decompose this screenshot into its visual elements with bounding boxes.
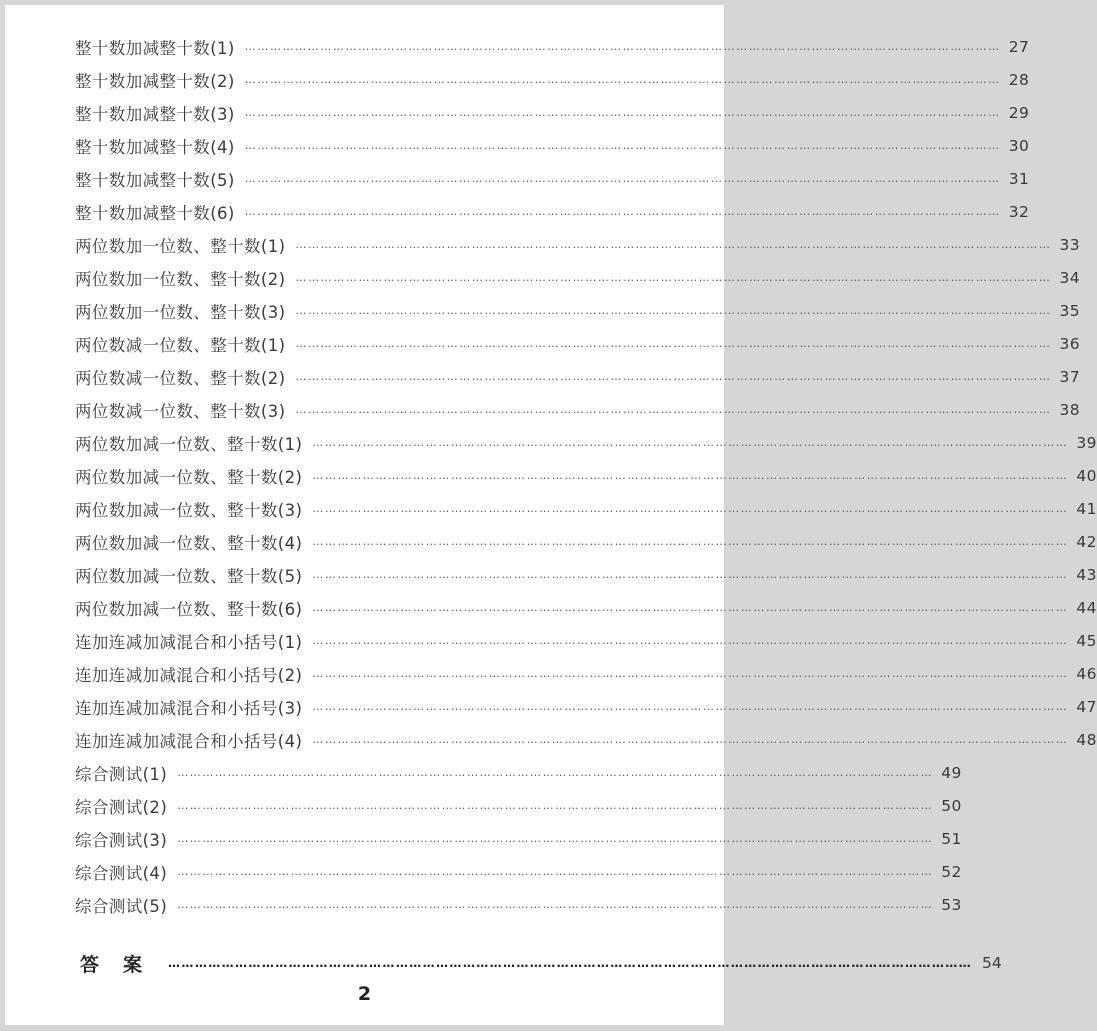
toc-entry-page: 35 [1059, 301, 1081, 320]
toc-entry-page: 31 [1008, 169, 1030, 188]
toc-entry[interactable] [75, 624, 1097, 657]
answers-page: 54 [982, 954, 1002, 972]
toc-entry-page: 38 [1059, 400, 1081, 419]
toc-leader-dots: ……………………………………………………………………………………………………………………………………………………………… [312, 700, 1069, 713]
toc-entry[interactable] [75, 591, 1097, 624]
toc-leader-dots: ……………………………………………………………………………………………………………………………………………………………… [295, 370, 1052, 383]
toc-entry-page: 43 [1076, 565, 1097, 584]
toc-entry-title: 整十数加减整十数(3) [75, 104, 235, 124]
toc-entry-page: 29 [1008, 103, 1030, 122]
answers-title: 答案 [80, 953, 167, 976]
toc-entry-title: 综合测试(2) [75, 797, 168, 817]
page-number: 2 [357, 983, 372, 1005]
toc-leader-dots: ……………………………………………………………………………………………………………………………………………………………… [295, 403, 1052, 416]
toc-entry-title: 连加连减加减混合和小括号(4) [75, 731, 303, 751]
toc-entry-page: 39 [1076, 433, 1097, 452]
toc-entry-title: 综合测试(3) [75, 830, 168, 850]
toc-entry[interactable] [75, 723, 1097, 756]
toc-entry[interactable] [75, 789, 962, 822]
toc-entry-title: 两位数加一位数、整十数(1) [75, 236, 286, 256]
toc-leader-dots: ……………………………………………………………………………………………………………………………………………………………… [168, 956, 973, 970]
toc-entry-title: 整十数加减整十数(4) [75, 137, 235, 157]
toc-entry[interactable] [75, 756, 962, 789]
toc-entry[interactable] [75, 492, 1097, 525]
toc-entry[interactable] [75, 261, 1081, 294]
toc-leader-dots: ……………………………………………………………………………………………………………………………………………………………… [295, 337, 1052, 350]
toc-entry-title: 两位数加减一位数、整十数(3) [75, 500, 303, 520]
toc-entry[interactable] [75, 690, 1097, 723]
toc-entry-page: 41 [1076, 499, 1097, 518]
toc-entry[interactable] [75, 822, 962, 855]
toc-entry[interactable] [75, 459, 1097, 492]
toc-entry-answers[interactable] [80, 945, 1002, 981]
toc-leader-dots: ……………………………………………………………………………………………………………………………………………………………… [177, 766, 934, 779]
toc-entry[interactable] [75, 558, 1097, 591]
toc-entry-title: 整十数加减整十数(6) [75, 203, 235, 223]
toc-entry-title: 两位数加一位数、整十数(3) [75, 302, 286, 322]
document-page [5, 5, 1097, 1025]
toc-entry-page: 49 [941, 763, 962, 782]
toc-leader-dots: ……………………………………………………………………………………………………………………………………………………………… [177, 832, 934, 845]
toc-entry-page: 42 [1076, 532, 1097, 551]
toc-leader-dots: ……………………………………………………………………………………………………………………………………………………………… [312, 733, 1069, 746]
toc-entry-title: 整十数加减整十数(1) [75, 38, 235, 58]
toc-entry-title: 连加连减加减混合和小括号(2) [75, 665, 303, 685]
toc-leader-dots: ……………………………………………………………………………………………………………………………………………………………… [177, 898, 934, 911]
toc-entry-page: 33 [1059, 235, 1081, 254]
toc-entry[interactable] [75, 228, 1081, 261]
toc-leader-dots: ……………………………………………………………………………………………………………………………………………………………… [244, 139, 1001, 152]
toc-entry-page: 46 [1076, 664, 1097, 683]
toc-entry-page: 52 [941, 862, 962, 881]
toc-entry-page: 32 [1008, 202, 1030, 221]
toc-leader-dots: ……………………………………………………………………………………………………………………………………………………………… [312, 601, 1069, 614]
toc-entry-page: 36 [1059, 334, 1081, 353]
toc-entry[interactable] [75, 162, 1030, 195]
toc-entry[interactable] [75, 327, 1081, 360]
toc-leader-dots: ……………………………………………………………………………………………………………………………………………………………… [244, 106, 1001, 119]
toc-entry-page: 34 [1059, 268, 1081, 287]
toc-entry-title: 两位数加减一位数、整十数(4) [75, 533, 303, 553]
toc-leader-dots: ……………………………………………………………………………………………………………………………………………………………… [295, 238, 1052, 251]
toc-entry-page: 51 [941, 829, 962, 848]
toc-leader-dots: ……………………………………………………………………………………………………………………………………………………………… [244, 205, 1001, 218]
toc-entry[interactable] [75, 96, 1030, 129]
toc-entry-title: 两位数加减一位数、整十数(1) [75, 434, 303, 454]
toc-entry[interactable] [75, 393, 1081, 426]
toc-entry-title: 两位数减一位数、整十数(3) [75, 401, 286, 421]
toc-entry-page: 40 [1076, 466, 1097, 485]
toc-entry[interactable] [75, 888, 962, 921]
toc-entry[interactable] [75, 525, 1097, 558]
toc-entry-page: 37 [1059, 367, 1081, 386]
toc-leader-dots: ……………………………………………………………………………………………………………………………………………………………… [244, 172, 1001, 185]
toc-entry-title: 综合测试(5) [75, 896, 168, 916]
toc-entry-page: 47 [1076, 697, 1097, 716]
toc-entry-page: 53 [941, 895, 962, 914]
toc-entry-page: 48 [1076, 730, 1097, 749]
toc-entry-page: 44 [1076, 598, 1097, 617]
toc-entry[interactable] [75, 195, 1030, 228]
toc-entry-page: 50 [941, 796, 962, 815]
toc-entry[interactable] [75, 129, 1030, 162]
toc-leader-dots: ……………………………………………………………………………………………………………………………………………………………… [177, 865, 934, 878]
toc-leader-dots: ……………………………………………………………………………………………………………………………………………………………… [312, 502, 1069, 515]
toc-entry-page: 28 [1008, 70, 1030, 89]
toc-entry[interactable] [75, 657, 1097, 690]
toc-entry-title: 两位数加减一位数、整十数(5) [75, 566, 303, 586]
toc-entry[interactable] [75, 360, 1081, 393]
toc-entry-title: 两位数加一位数、整十数(2) [75, 269, 286, 289]
toc-entry[interactable] [75, 30, 1030, 63]
toc-leader-dots: ……………………………………………………………………………………………………………………………………………………………… [312, 436, 1069, 449]
toc-entry-title: 综合测试(1) [75, 764, 168, 784]
toc-leader-dots: ……………………………………………………………………………………………………………………………………………………………… [295, 304, 1052, 317]
toc-leader-dots: ……………………………………………………………………………………………………………………………………………………………… [295, 271, 1052, 284]
toc-leader-dots: ……………………………………………………………………………………………………………………………………………………………… [312, 667, 1069, 680]
toc-entry[interactable] [75, 63, 1030, 96]
toc-entry-title: 两位数加减一位数、整十数(6) [75, 599, 303, 619]
toc-leader-dots: ……………………………………………………………………………………………………………………………………………………………… [312, 469, 1069, 482]
toc-entry-title: 综合测试(4) [75, 863, 168, 883]
toc-entry-title: 整十数加减整十数(2) [75, 71, 235, 91]
toc-leader-dots: ……………………………………………………………………………………………………………………………………………………………… [244, 73, 1001, 86]
toc-entry-title: 连加连减加减混合和小括号(1) [75, 632, 303, 652]
toc-entry-page: 27 [1008, 37, 1030, 56]
toc-entry-title: 两位数减一位数、整十数(2) [75, 368, 286, 388]
toc-leader-dots: ……………………………………………………………………………………………………………………………………………………………… [312, 535, 1069, 548]
toc-entry-title: 两位数加减一位数、整十数(2) [75, 467, 303, 487]
toc-leader-dots: ……………………………………………………………………………………………………………………………………………………………… [244, 40, 1001, 53]
toc-entry-page: 45 [1076, 631, 1097, 650]
toc-leader-dots: ……………………………………………………………………………………………………………………………………………………………… [312, 634, 1069, 647]
toc-entry[interactable] [75, 855, 962, 888]
toc-leader-dots: ……………………………………………………………………………………………………………………………………………………………… [312, 568, 1069, 581]
toc-entry-title: 两位数减一位数、整十数(1) [75, 335, 286, 355]
toc-entry-title: 连加连减加减混合和小括号(3) [75, 698, 303, 718]
toc-entry[interactable] [75, 294, 1081, 327]
toc-entry-title: 整十数加减整十数(5) [75, 170, 235, 190]
toc-leader-dots: ……………………………………………………………………………………………………………………………………………………………… [177, 799, 934, 812]
toc-entry-page: 30 [1008, 136, 1030, 155]
toc-entry[interactable] [75, 426, 1097, 459]
